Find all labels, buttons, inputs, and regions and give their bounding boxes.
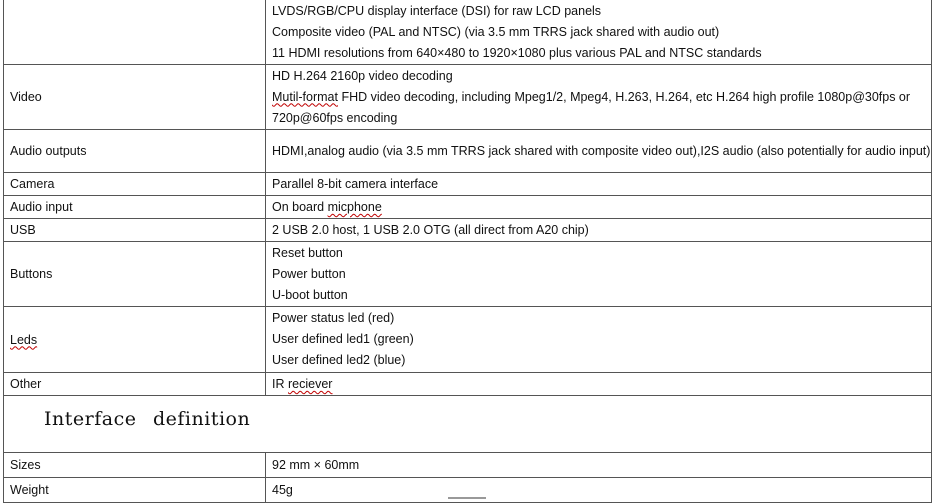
spellcheck-word: Mutil-format [272, 89, 338, 104]
audio-outputs-text: HDMI,analog audio (via 3.5 mm TRRS jack shared with composite video out),I2S audio (also potentially for audio input) [272, 143, 931, 158]
usb-value: 2 USB 2.0 host, 1 USB 2.0 OTG (all direct from A20 chip) [266, 219, 932, 242]
spec-table [3, 0, 932, 503]
table-row [4, 173, 932, 196]
row-label-cell [4, 307, 266, 373]
table-row [4, 196, 932, 219]
page-edge-marker [448, 497, 486, 499]
table-row [4, 65, 932, 130]
table-row [4, 242, 932, 307]
section-cell [4, 396, 932, 453]
leds-line: User defined led1 (green) [272, 332, 414, 346]
buttons-line: U-boot button [272, 287, 348, 302]
section-title: Interface definition [44, 408, 251, 430]
display-line: Composite video (PAL and NTSC) (via 3.5 mm TRRS jack shared with audio out) [272, 24, 720, 39]
row-label: Audio input [4, 196, 266, 219]
row-label: Audio outputs [4, 130, 266, 173]
audio-input-text: On board [272, 200, 328, 214]
display-cell [266, 0, 932, 65]
row-label: Leds [10, 332, 38, 347]
row-label: Buttons [4, 242, 266, 307]
table-row [4, 307, 932, 373]
row-label: USB [4, 219, 266, 242]
buttons-line: Reset button [272, 245, 343, 260]
video-cell [266, 65, 932, 130]
table-row [4, 0, 932, 65]
row-label: Video [4, 65, 266, 130]
buttons-cell [266, 242, 932, 307]
leds-line: Power status led (red) [272, 311, 395, 325]
buttons-line: Power button [272, 266, 346, 281]
camera-value: Parallel 8-bit camera interface [266, 173, 932, 196]
spellcheck-word: reciever [287, 377, 333, 391]
weight-value: 45g [266, 478, 932, 503]
section-row [4, 396, 932, 453]
table-row [4, 453, 932, 478]
sizes-value: 92 mm × 60mm [266, 453, 932, 478]
row-label: Weight [4, 478, 266, 503]
display-line: LVDS/RGB/CPU display interface (DSI) for raw LCD panels [272, 3, 602, 18]
video-line [272, 87, 931, 129]
row-label: Camera [4, 173, 266, 196]
row-label: Sizes [4, 453, 266, 478]
audio-input-value [266, 196, 932, 219]
spellcheck-word: micphone [327, 200, 382, 214]
video-line-text: FHD video decoding, including Mpeg1/2, Mpeg4, H.263, H.264, etc H.264 high profile 1080p@30fps or 720p@60fps encoding [272, 89, 911, 125]
other-value [266, 373, 932, 396]
table-row [4, 130, 932, 173]
display-line: 11 HDMI resolutions from 640×480 to 1920×1080 plus various PAL and NTSC standards [272, 45, 762, 60]
table-row [4, 373, 932, 396]
row-label: Other [4, 373, 266, 396]
table-row [4, 219, 932, 242]
audio-outputs-cell [266, 130, 932, 173]
leds-line: User defined led2 (blue) [272, 353, 406, 367]
other-text: IR [272, 377, 288, 391]
video-line: HD H.264 2160p video decoding [272, 68, 453, 83]
row-label-cell [4, 0, 266, 65]
leds-cell [266, 307, 932, 373]
